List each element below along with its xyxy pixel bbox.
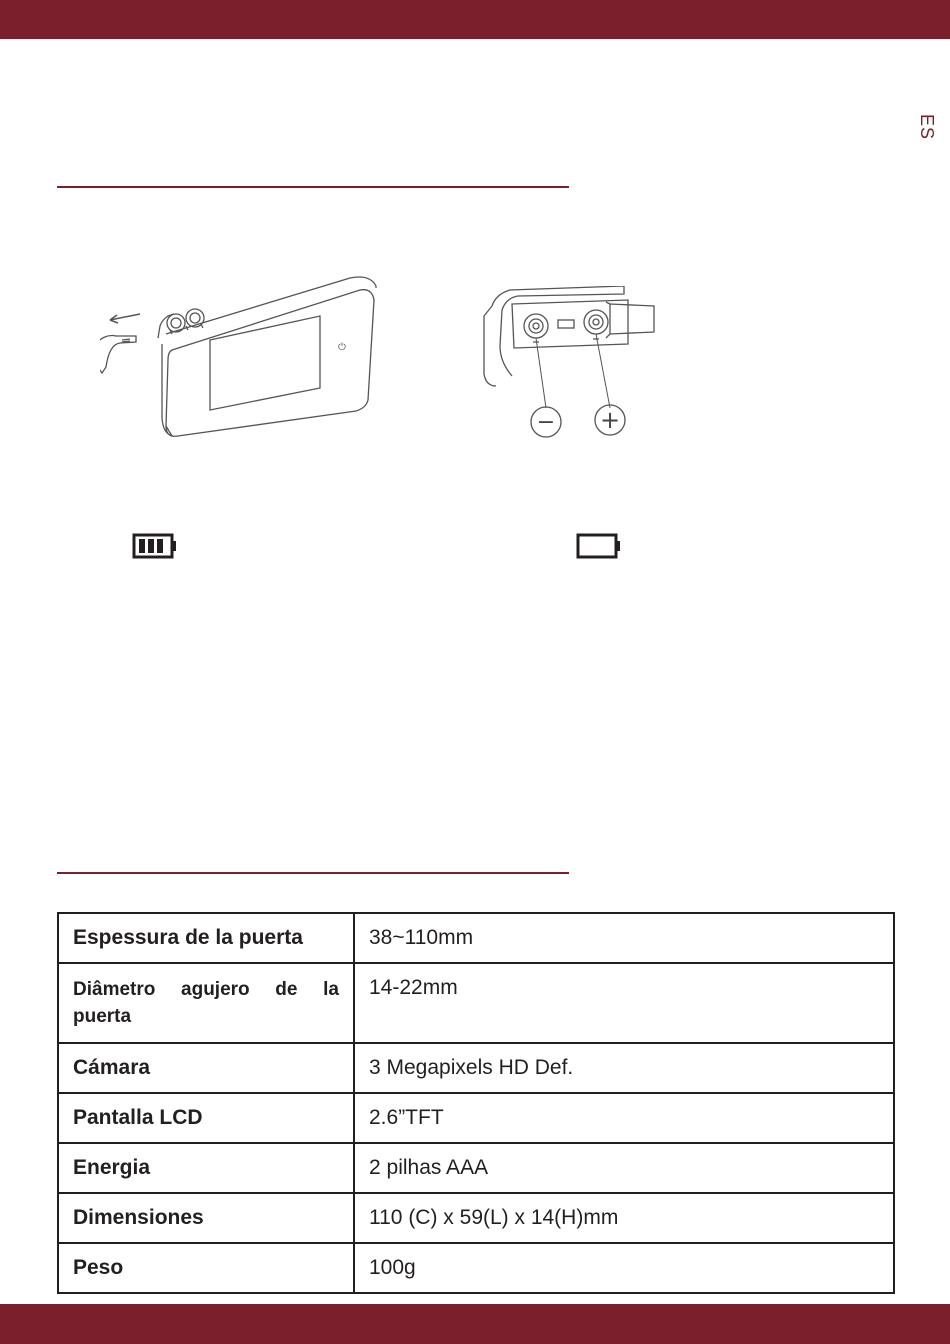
table-row: [58, 1193, 894, 1243]
spec-label: Cámara: [58, 1043, 354, 1093]
spec-label: Energia: [58, 1143, 354, 1193]
spec-value: 3 Megapixels HD Def.: [354, 1043, 894, 1093]
section-divider-batteries: [57, 186, 569, 188]
spec-label: Espessura de la puerta: [58, 913, 354, 963]
spec-label: Dimensiones: [58, 1193, 354, 1243]
spec-label: Diâmetro agujero de la puerta: [58, 963, 354, 1043]
table-row: [58, 913, 894, 963]
battery-compartment-illustration: [478, 286, 668, 442]
footer-bar: [0, 1304, 950, 1344]
spec-label: Peso: [58, 1243, 354, 1293]
positive-terminal-symbol: +: [599, 406, 621, 434]
spec-value: 38~110mm: [354, 913, 894, 963]
battery-full-icon: [132, 533, 178, 559]
table-row: [58, 1043, 894, 1093]
language-tab: ES: [917, 113, 938, 140]
spec-value: 2.6”TFT: [354, 1093, 894, 1143]
specifications-table: [57, 912, 895, 1294]
negative-terminal-symbol: −: [536, 410, 556, 435]
device-battery-removal-illustration: [100, 268, 390, 448]
header-bar: [0, 0, 950, 39]
spec-value: 100g: [354, 1243, 894, 1293]
table-row: [58, 1143, 894, 1193]
spec-value: 2 pilhas AAA: [354, 1143, 894, 1193]
power-symbol: ⏻: [338, 342, 346, 353]
spec-label: Pantalla LCD: [58, 1093, 354, 1143]
table-row: [58, 963, 894, 1043]
section-divider-specs: [57, 872, 569, 874]
battery-empty-icon: [576, 533, 622, 559]
spec-value: 110 (C) x 59(L) x 14(H)mm: [354, 1193, 894, 1243]
table-row: [58, 1243, 894, 1293]
spec-value: 14-22mm: [354, 963, 894, 1043]
table-row: [58, 1093, 894, 1143]
